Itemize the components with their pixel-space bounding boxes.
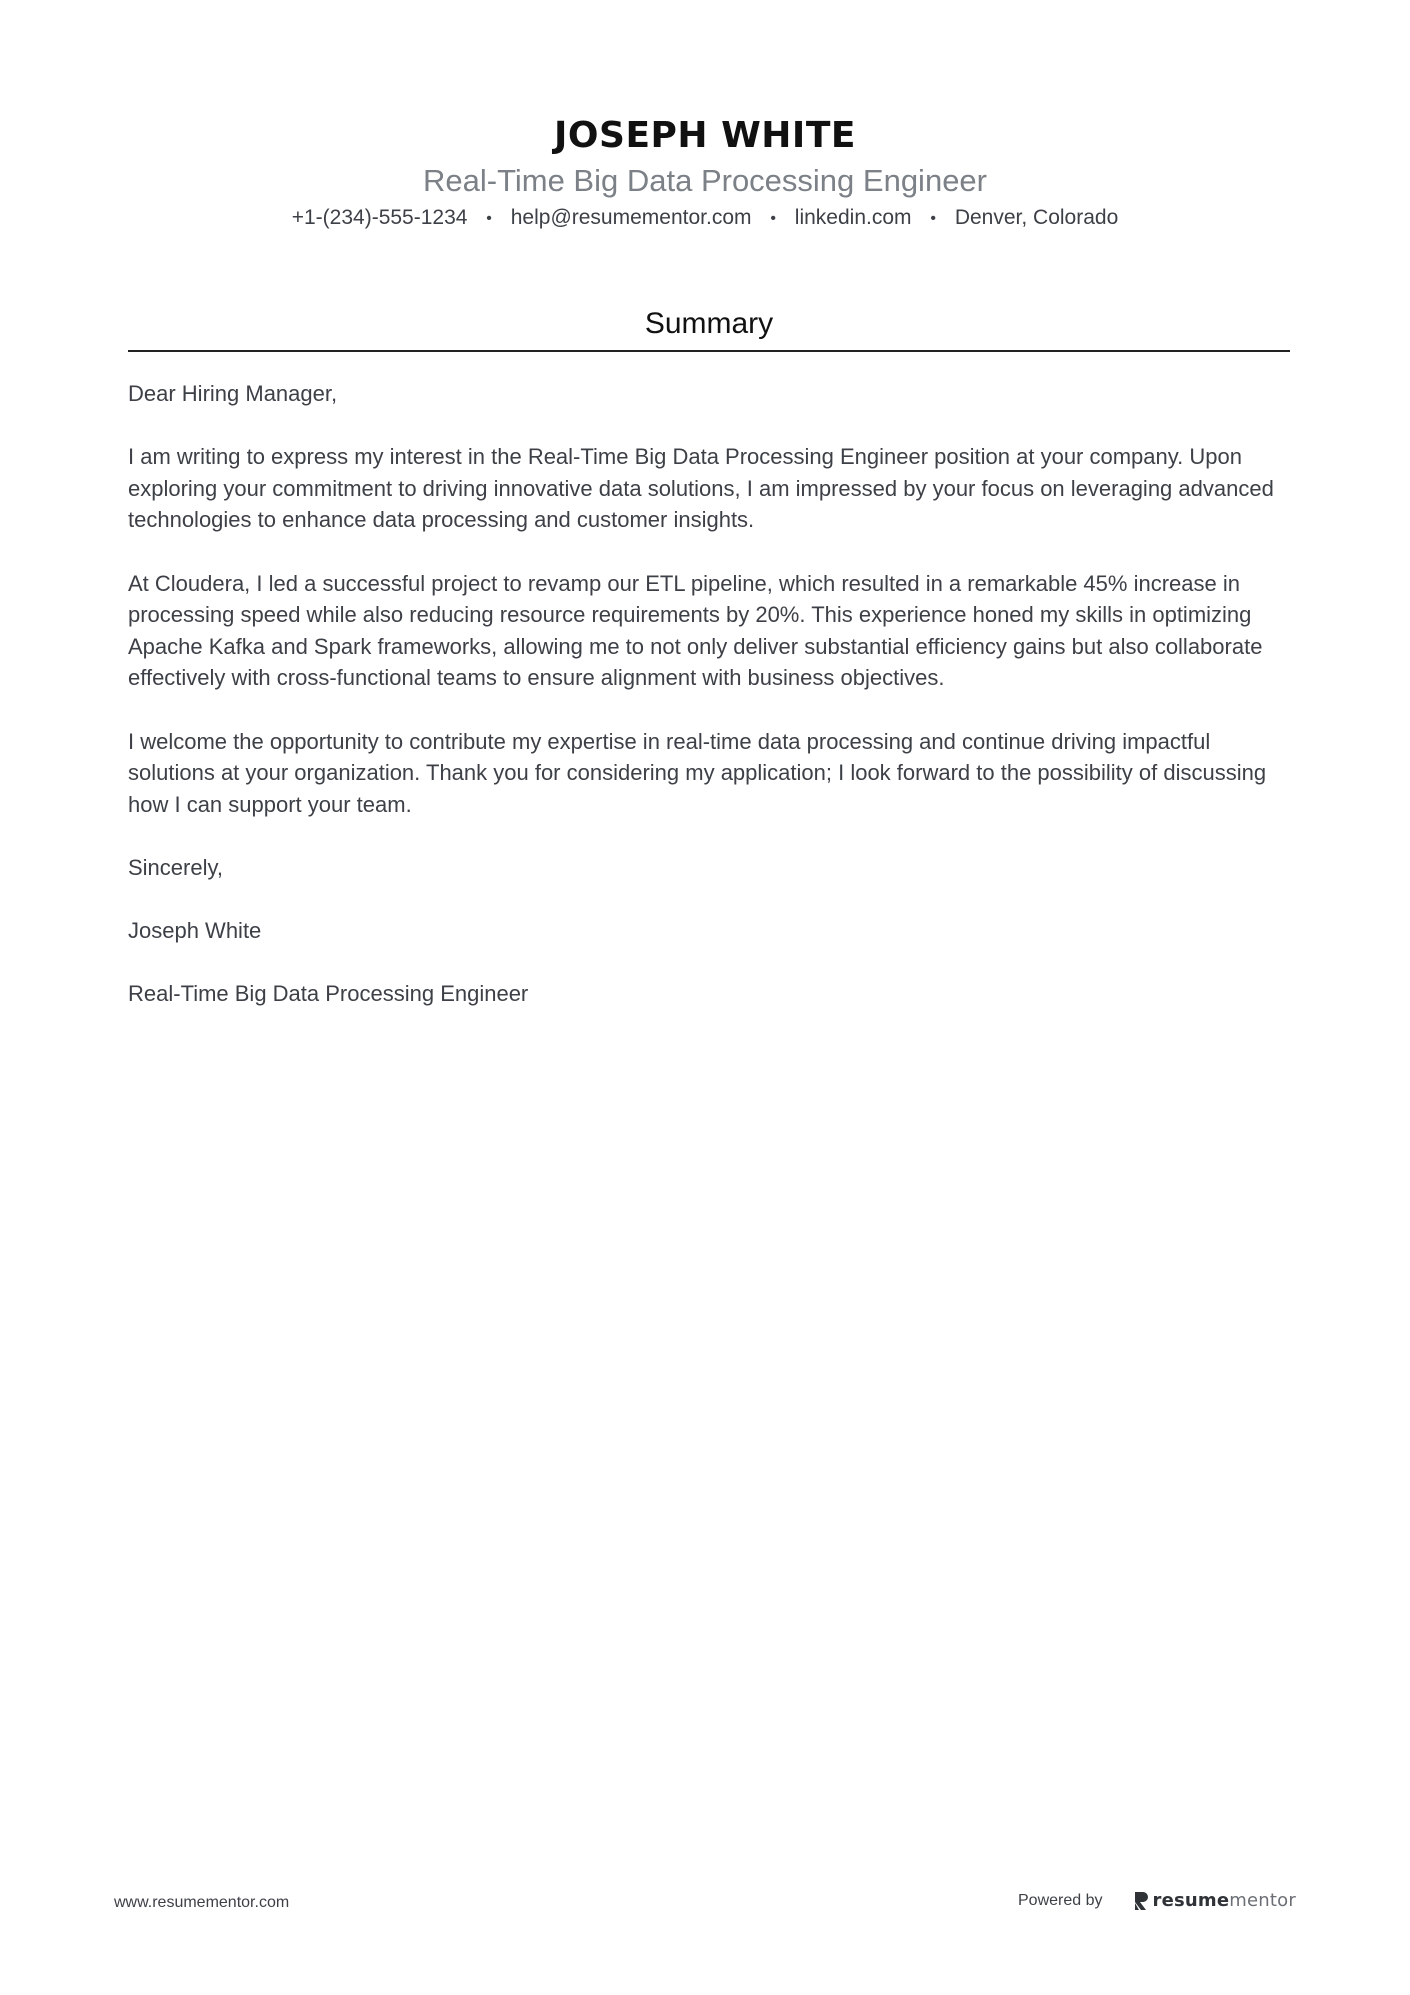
- logo-wordmark-bold: resume: [1152, 1890, 1230, 1911]
- resumementor-logo-icon: [1133, 1891, 1149, 1911]
- contact-location: Denver, Colorado: [954, 206, 1119, 229]
- contact-separator: •: [770, 210, 776, 227]
- footer-website: www.resumementor.com: [114, 1894, 290, 1911]
- section-divider: [128, 350, 1290, 352]
- contact-separator: •: [486, 210, 492, 227]
- powered-by-label: Powered by: [1018, 1891, 1103, 1909]
- letter-closing: Sincerely,: [128, 854, 223, 880]
- cover-letter-body: [128, 378, 1290, 1041]
- contact-line: [0, 204, 1410, 233]
- resumementor-logo: [1133, 1890, 1296, 1911]
- signature-name: Joseph White: [128, 918, 262, 944]
- letter-paragraph: At Cloudera, I led a successful project to revamp our ETL pipeline, which resulted in a remarkable 45% increase in processing speed while also reducing resource requirements by 20%. This experience honed my skills in optimizing Apache Kafka and Spark frameworks, allowing me to not only deliver substantial efficiency gains but also collaborate effectively with cross-functional teams to ensure alignment with business objectives.: [128, 570, 1263, 691]
- contact-phone: +1-(234)-555-1234: [291, 206, 468, 229]
- letter-greeting: Dear Hiring Manager,: [128, 381, 338, 406]
- contact-separator: •: [930, 210, 936, 227]
- contact-linkedin: linkedin.com: [794, 206, 912, 229]
- letter-paragraph: I welcome the opportunity to contribute my expertise in real-time data processing and continue driving impactful solutions at your organization. Thank you for considering my application; I look forward to the possibility of discussing how I can support your team.: [128, 728, 1267, 817]
- logo-wordmark: [1153, 1890, 1296, 1911]
- letter-paragraph: I am writing to express my interest in the Real-Time Big Data Processing Engineer position at your company. Upon exploring your commitment to driving innovative data solutions, I am impressed by your focus on leveraging advanced technologies to enhance data processing and customer insights.: [128, 444, 1274, 533]
- signature-title: Real-Time Big Data Processing Engineer: [128, 981, 529, 1007]
- candidate-role: Real-Time Big Data Processing Engineer: [423, 163, 987, 198]
- logo-wordmark-light: mentor: [1229, 1890, 1296, 1911]
- resume-header: [0, 112, 1410, 233]
- section-title: Summary: [644, 307, 774, 340]
- candidate-name: JOSEPH WHITE: [554, 115, 856, 156]
- footer-branding: [1018, 1890, 1296, 1911]
- contact-email: help@resumementor.com: [510, 206, 752, 229]
